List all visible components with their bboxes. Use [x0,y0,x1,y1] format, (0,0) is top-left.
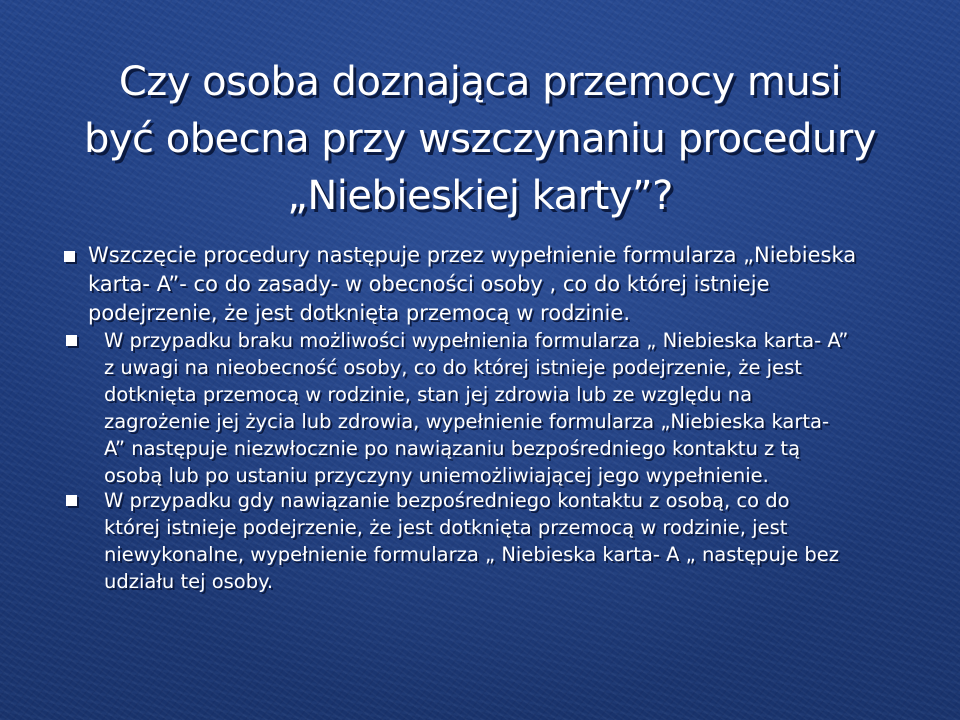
bullet-text-line: Wszczęcie procedury następuje przez wypełnienie formularza „Niebieska [88,243,857,267]
bullet-item [104,327,924,489]
square-bullet-icon [64,251,75,262]
title-line: „Niebieskiej karty”? [287,173,673,219]
bullet-text-line: której istnieje podejrzenie, że jest dotknięta przemocą w rodzinie, jest [104,516,788,539]
square-bullet-icon [66,335,77,346]
bullet-text-line: osobą lub po ustaniu przyczyny uniemożliwiającej jego wypełnienie. [104,464,769,487]
bullet-item [104,487,924,595]
bullet-text-line: A” następuje niezwłocznie po nawiązaniu bezpośredniego kontaktu z tą [104,437,801,460]
square-bullet-icon [66,495,77,506]
bullet-text-line: zagrożenie jej życia lub zdrowia, wypełnienie formularza „Niebieska karta- [104,410,830,433]
bullet-text-line: W przypadku braku możliwości wypełnienia formularza „ Niebieska karta- A” [104,329,849,352]
bullet-text-line: W przypadku gdy nawiązanie bezpośredniego kontaktu z osobą, co do [104,489,790,512]
title-line: Czy osoba doznająca przemocy musi [118,59,842,105]
title-line: być obecna przy wszczynaniu procedury [83,116,877,162]
bullet-text-line: niewykonalne, wypełnienie formularza „ Niebieska karta- A „ następuje bez [104,543,840,566]
bullet-text-line: z uwagi na nieobecność osoby, co do której istnieje podejrzenie, że jest [104,356,802,379]
bullet-item [88,241,908,328]
bullet-text-line: karta- A”- co do zasady- w obecności osoby , co do której istnieje [88,272,770,296]
bullet-text-line: udziału tej osoby. [104,570,274,593]
bullet-text-line: dotknięta przemocą w rodzinie, stan jej zdrowia lub ze względu na [104,383,753,406]
bullet-text-line: podejrzenie, że jest dotknięta przemocą w rodzinie. [88,301,630,325]
